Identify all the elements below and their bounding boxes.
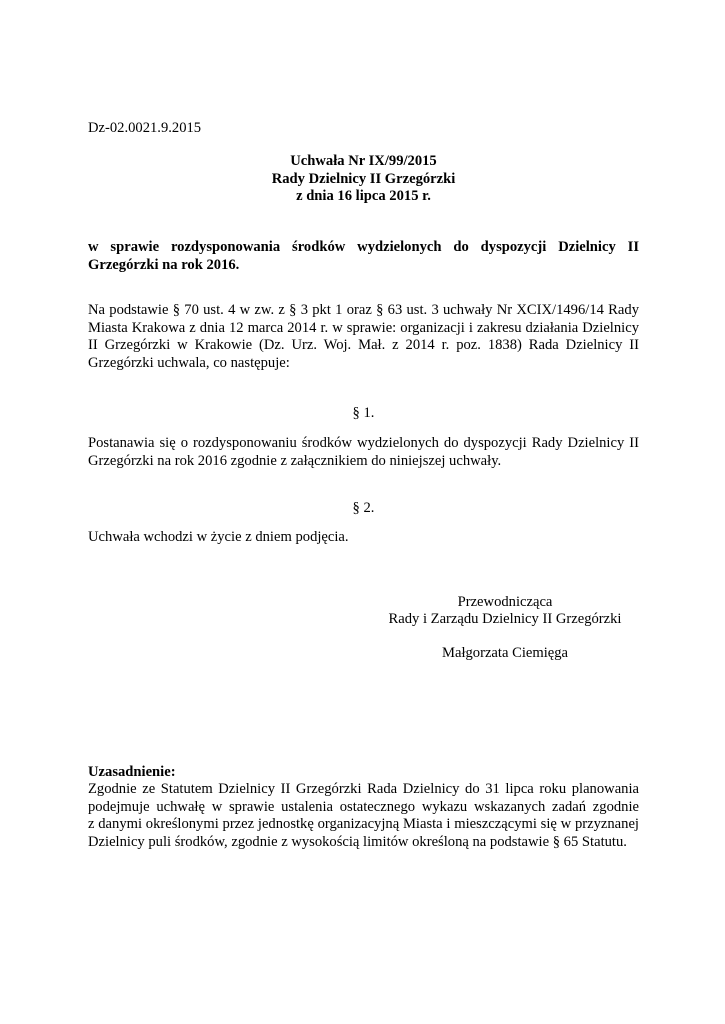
section-2-text: Uchwała wchodzi w życie z dniem podjęcia. xyxy=(88,529,349,545)
preamble-line-1: Na podstawie § 70 ust. 4 w zw. z § 3 pkt 1 oraz § 63 ust. 3 uchwały Nr XCIX/1496/14 Rady xyxy=(88,302,639,318)
justification-line-3: z danymi określonymi przez jednostkę organizacyjną Miasta i mieszczącymi się w przyznanej xyxy=(88,816,639,832)
signature-title-2: Rady i Zarządu Dzielnicy II Grzegórzki xyxy=(388,611,622,627)
section-1-text xyxy=(88,435,639,470)
reference-number: Dz-02.0021.9.2015 xyxy=(88,120,202,136)
justification-line-2: podejmuje uchwałę w sprawie ustalenia ostatecznego wykazu wskazanych zadań zgodnie xyxy=(88,798,639,815)
resolution-heading xyxy=(88,153,639,206)
resolution-subject xyxy=(88,239,639,274)
justification-line-4: Dzielnicy puli środków, zgodnie z wysokością limitów określoną na podstawie § 65 Statutu. xyxy=(88,833,627,850)
section-1-symbol: § 1. xyxy=(352,405,375,421)
preamble-line-3: II Grzegórzki w Krakowie (Dz. Urz. Woj. Mał. z 2014 r. poz. 1838) Rada Dzielnicy II xyxy=(88,337,639,353)
signature-name: Małgorzata Ciemięga xyxy=(441,645,569,661)
subject-line-1: w sprawie rozdysponowania środków wydzielonych do dyspozycji Dzielnicy II xyxy=(88,239,639,255)
preamble xyxy=(88,302,639,372)
resolution-date: z dnia 16 lipca 2015 r. xyxy=(296,188,431,204)
resolution-number: Uchwała Nr IX/99/2015 xyxy=(290,153,437,169)
justification-text xyxy=(88,781,639,851)
justification-heading: Uzasadnienie: xyxy=(88,764,176,780)
justification-line-1: Zgodnie ze Statutem Dzielnicy II Grzegórzki Rada Dzielnicy do 31 lipca roku planowania xyxy=(88,781,639,797)
subject-line-2: Grzegórzki na rok 2016. xyxy=(88,256,240,273)
resolution-council: Rady Dzielnicy II Grzegórzki xyxy=(271,170,456,187)
preamble-line-4: Grzegórzki uchwala, co następuje: xyxy=(88,354,290,371)
preamble-line-2: Miasta Krakowa z dnia 12 marca 2014 r. w sprawie: organizacji i zakresu działania Dzielnicy xyxy=(88,319,639,336)
signature-title-1: Przewodnicząca xyxy=(457,594,553,610)
section-1-line-2: Grzegórzki na rok 2016 zgodnie z załącznikiem do niniejszej uchwały. xyxy=(88,452,502,469)
section-1-line-1: Postanawia się o rozdysponowaniu środków wydzielonych do dyspozycji Rady Dzielnicy II xyxy=(88,435,639,451)
section-2-symbol: § 2. xyxy=(352,500,375,516)
